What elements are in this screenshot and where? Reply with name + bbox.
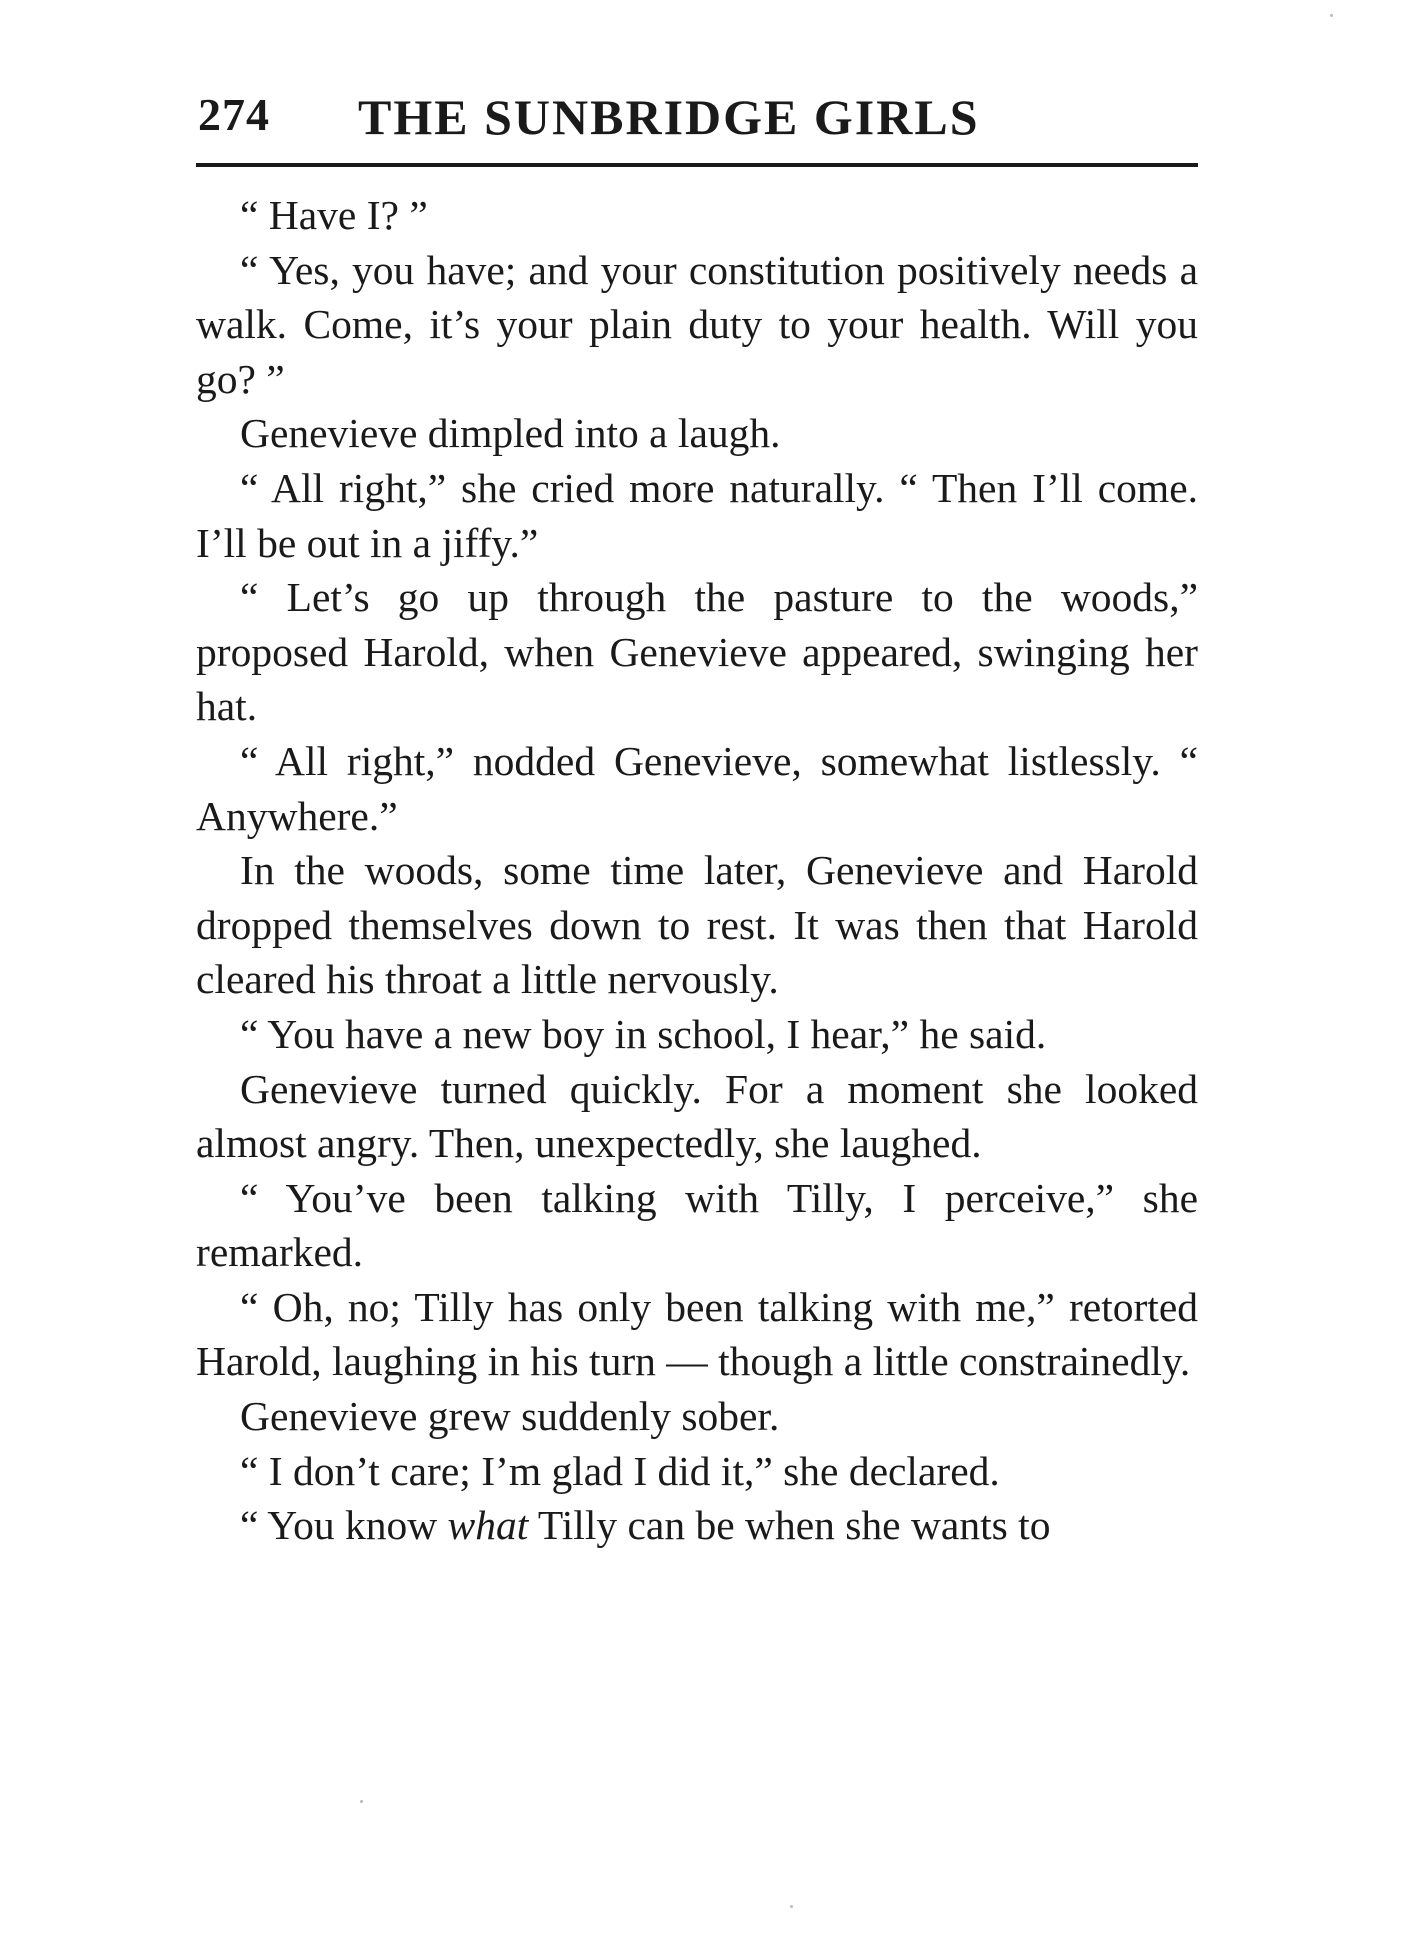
paragraph: “ I don’t care; I’m glad I did it,” she declared. <box>240 1447 1000 1494</box>
text-run: Tilly can be when she wants to <box>528 1502 1051 1549</box>
paragraph: Genevieve dimpled into a laugh. <box>240 410 781 457</box>
page-number: 274 <box>198 89 270 140</box>
page-body <box>196 188 1198 1553</box>
paragraph: Genevieve turned quickly. For a moment she looked almost angry. Then, unexpectedly, she laughed. <box>196 1065 1198 1167</box>
paragraph: “ All right,” she cried more naturally. “ Then I’ll come. I’ll be out in a jiffy.” <box>196 464 1198 566</box>
running-header <box>198 88 1196 148</box>
italic-emphasis: what <box>447 1502 529 1549</box>
paragraph: “ Oh, no; Tilly has only been talking with me,” retorted Harold, laughing in his turn — though a little constrainedly. <box>196 1283 1198 1385</box>
paragraph: “ Let’s go up through the pasture to the woods,” proposed Harold, when Genevieve appeared, swinging her hat. <box>196 574 1198 730</box>
paragraph: “ You’ve been talking with Tilly, I perceive,” she remarked. <box>196 1174 1198 1276</box>
paper-speck <box>1330 14 1333 17</box>
running-title: THE SUNBRIDGE GIRLS <box>358 89 980 145</box>
paragraph: “ You have a new boy in school, I hear,” he said. <box>240 1010 1047 1057</box>
paragraph: “ All right,” nodded Genevieve, somewhat listlessly. “ Anywhere.” <box>196 737 1198 839</box>
header-rule <box>196 163 1198 167</box>
paragraph: Genevieve grew suddenly sober. <box>240 1393 780 1440</box>
paragraph-last <box>196 1498 1198 1553</box>
paper-speck <box>360 1800 363 1803</box>
paper-speck <box>790 1905 793 1908</box>
paragraph: “ Have I? ” <box>240 192 428 238</box>
text-run: “ You know <box>240 1502 448 1549</box>
paragraph: “ Yes, you have; and your constitution positively needs a walk. Come, it’s your plain duty to your health. Will you go? ” <box>196 246 1198 402</box>
paragraph: In the woods, some time later, Genevieve and Harold dropped themselves down to rest. It was then that Harold cleared his throat a little nervously. <box>196 847 1198 1003</box>
